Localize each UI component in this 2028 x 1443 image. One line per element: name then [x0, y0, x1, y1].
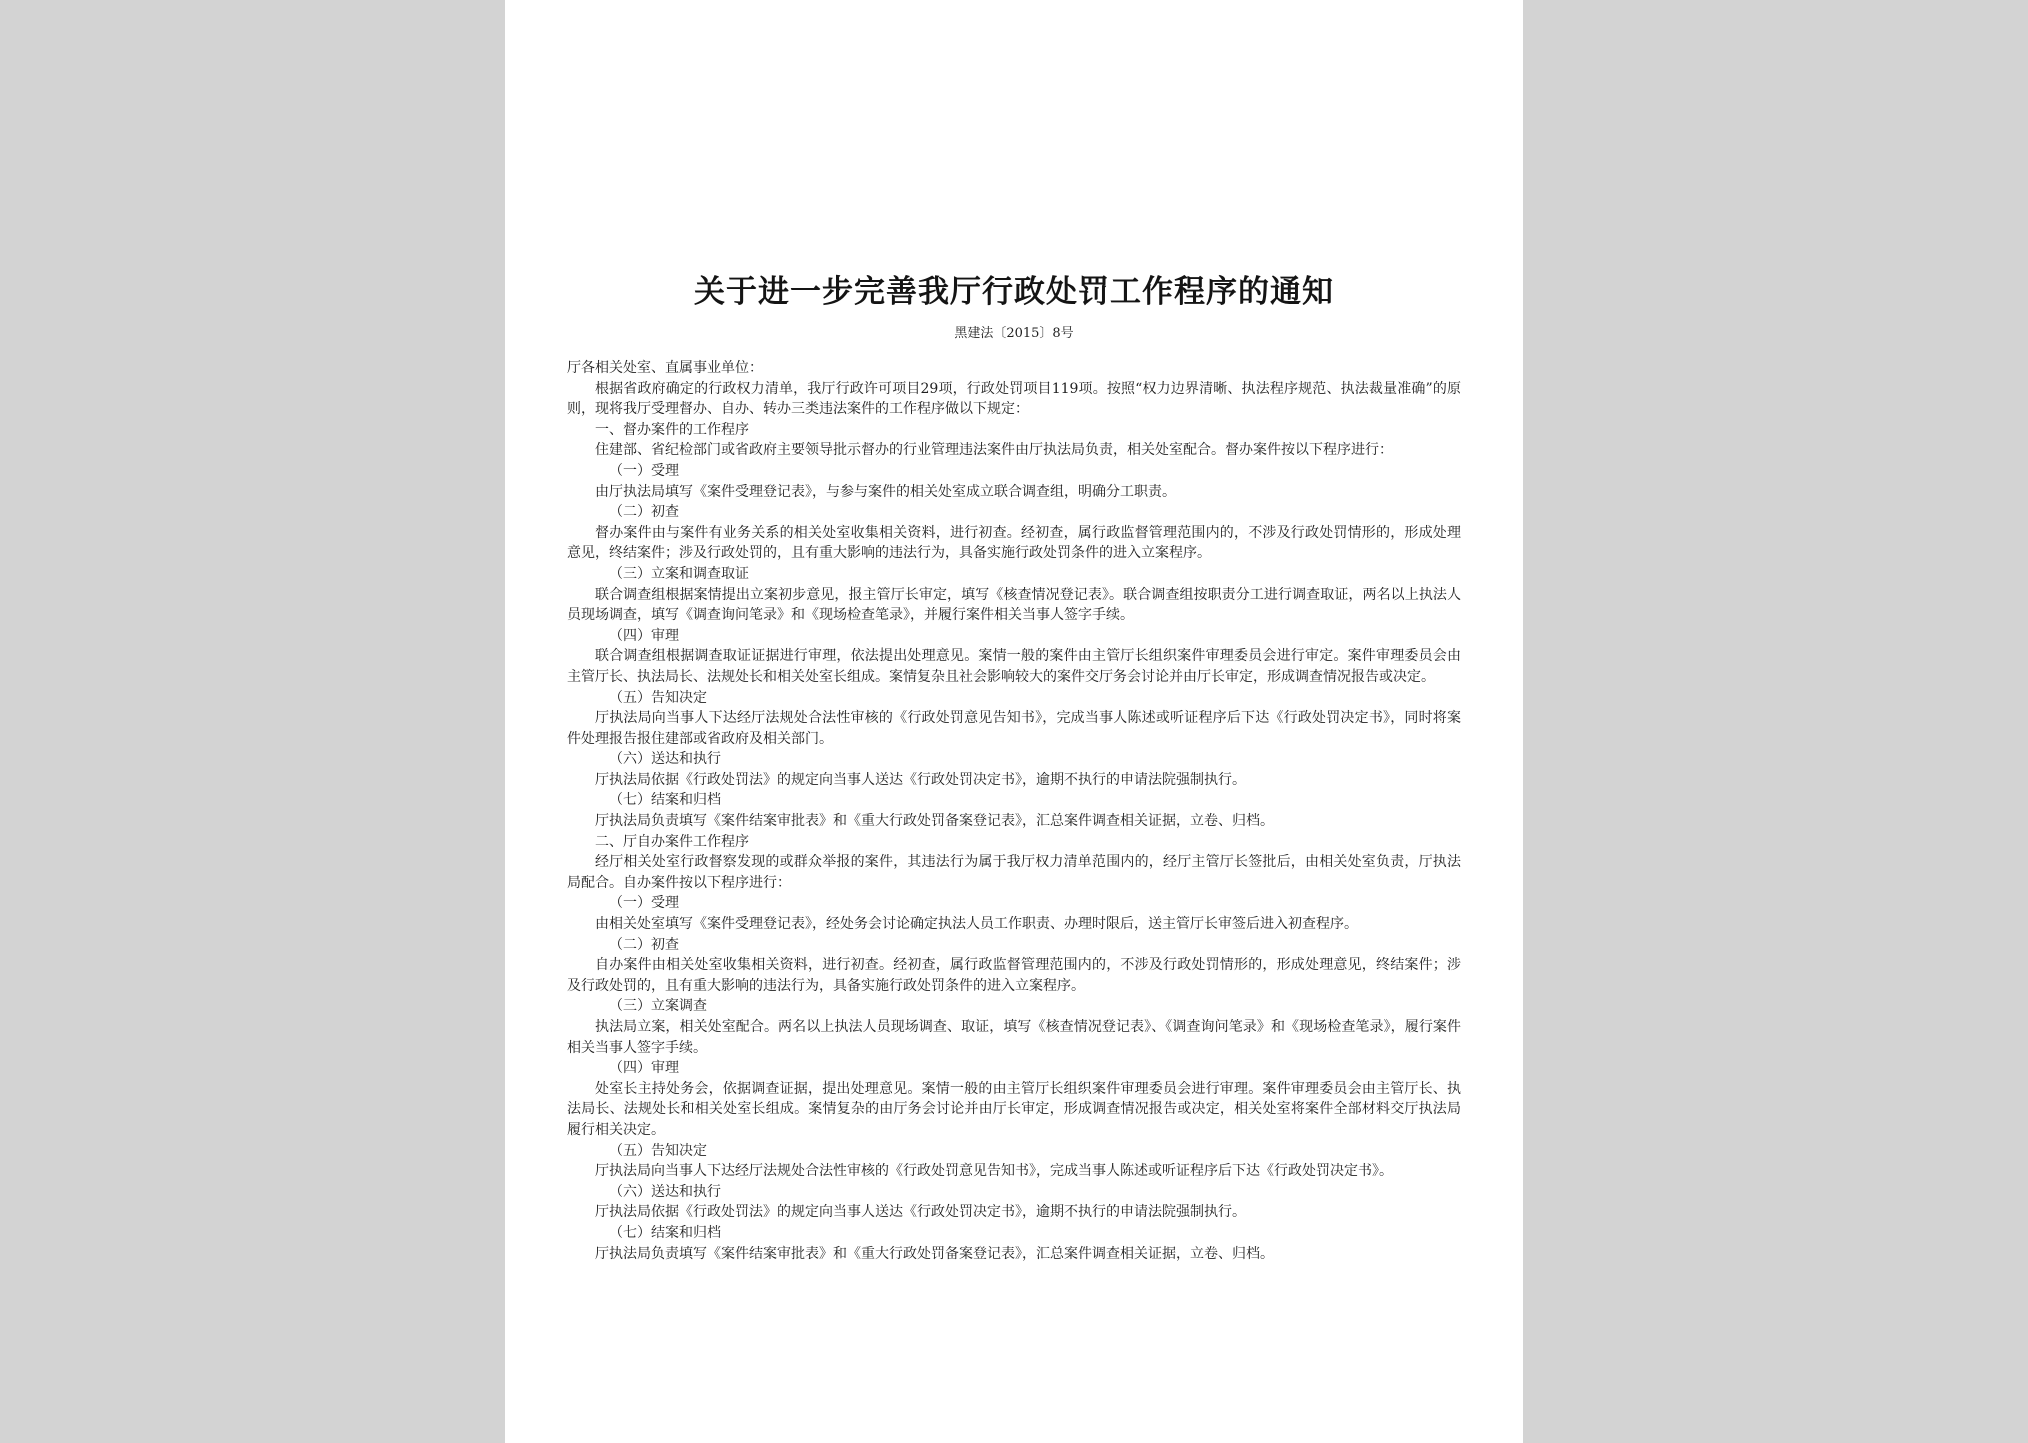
step-heading: （七）结案和归档 [609, 792, 721, 809]
step-heading: （一）受理 [609, 462, 679, 479]
step-text: 执法局立案，相关处室配合。两名以上执法人员现场调查、取证，填写《核查情况登记表》、《调查询问笔录》和《现场检查笔录》，履行案件相关当事人签字手续。 [567, 1019, 1461, 1056]
step-text: 厅执法局依据《行政处罚法》的规定向当事人送达《行政处罚决定书》，逾期不执行的申请法院强制执行。 [595, 771, 1246, 788]
step-text: 厅执法局负责填写《案件结案审批表》和《重大行政处罚备案登记表》，汇总案件调查相关证据，立卷、归档。 [595, 813, 1274, 830]
intro-paragraph: 根据省政府确定的行政权力清单，我厅行政许可项目29项，行政处罚项目119项。按照“权力边界清晰、执法程序规范、执法裁量准确”的原则，现将我厅受理督办、自办、转办三类违法案件的工作程序做以下规定： [567, 380, 1461, 418]
step-text: 联合调查组根据案情提出立案初步意见，报主管厅长审定，填写《核查情况登记表》。联合调查组按职责分工进行调查取证，两名以上执法人员现场调查，填写《调查询问笔录》和《现场检查笔录》，并履行案件相关当事人签字手续。 [567, 586, 1461, 624]
step-heading: （五）告知决定 [609, 689, 707, 706]
step-text: 由厅执法局填写《案件受理登记表》，与参与案件的相关处室成立联合调查组，明确分工职责。 [595, 483, 1176, 500]
step-heading: （二）初查 [609, 504, 679, 521]
step-heading: （四）审理 [609, 1060, 679, 1077]
section-intro: 住建部、省纪检部门或省政府主要领导批示督办的行业管理违法案件由厅执法局负责，相关处室配合。督办案件按以下程序进行： [595, 442, 1393, 459]
step-heading: （二）初查 [609, 936, 679, 953]
salutation: 厅各相关处室、直属事业单位： [567, 360, 763, 376]
document-page [505, 0, 1523, 1443]
step-heading: （六）送达和执行 [609, 1183, 721, 1200]
step-text: 厅执法局依据《行政处罚法》的规定向当事人送达《行政处罚决定书》，逾期不执行的申请法院强制执行。 [595, 1204, 1246, 1221]
step-heading: （六）送达和执行 [609, 751, 721, 768]
document-body [567, 262, 1461, 1264]
step-text: 由相关处室填写《案件受理登记表》，经处务会讨论确定执法人员工作职责、办理时限后，送主管厅长审签后进入初查程序。 [595, 916, 1358, 933]
step-text: 厅执法局负责填写《案件结案审批表》和《重大行政处罚备案登记表》，汇总案件调查相关证据，立卷、归档。 [595, 1245, 1274, 1262]
step-heading: （三）立案和调查取证 [609, 565, 749, 582]
step-heading: （七）结案和归档 [609, 1224, 721, 1241]
step-heading: （五）告知决定 [609, 1142, 707, 1159]
step-heading: （三）立案调查 [609, 998, 707, 1015]
step-text: 督办案件由与案件有业务关系的相关处室收集相关资料，进行初查。经初查，属行政监督管理范围内的，不涉及行政处罚情形的，形成处理意见，终结案件；涉及行政处罚的，且有重大影响的违法行为，具备实施行政处罚条件的进入立案程序。 [567, 524, 1461, 562]
step-text: 厅执法局向当事人下达经厅法规处合法性审核的《行政处罚意见告知书》，完成当事人陈述或听证程序后下达《行政处罚决定书》，同时将案件处理报告报住建部或省政府及相关部门。 [567, 710, 1461, 747]
section-intro: 经厅相关处室行政督察发现的或群众举报的案件，其违法行为属于我厅权力清单范围内的，经厅主管厅长签批后，由相关处室负责，厅执法局配合。自办案件按以下程序进行： [567, 854, 1461, 891]
step-heading: （四）审理 [609, 627, 679, 644]
step-text: 自办案件由相关处室收集相关资料，进行初查。经初查，属行政监督管理范围内的，不涉及行政处罚情形的，形成处理意见，终结案件；涉及行政处罚的，且有重大影响的违法行为，具备实施行政处罚条件的进入立案程序。 [567, 957, 1461, 994]
step-heading: （一）受理 [609, 895, 679, 912]
document-number: 黑建法〔2015〕8号 [954, 326, 1074, 341]
document-title: 关于进一步完善我厅行政处罚工作程序的通知 [694, 274, 1334, 310]
step-text: 厅执法局向当事人下达经厅法规处合法性审核的《行政处罚意见告知书》，完成当事人陈述或听证程序后下达《行政处罚决定书》。 [595, 1163, 1393, 1180]
step-text: 联合调查组根据调查取证证据进行审理，依法提出处理意见。案情一般的案件由主管厅长组织案件审理委员会进行审定。案件审理委员会由主管厅长、执法局长、法规处长和相关处室长组成。案情复杂且社会影响较大的案件交厅务会讨论并由厅长审定，形成调查情况报告或决定。 [567, 648, 1461, 685]
section-heading: 二、厅自办案件工作程序 [595, 833, 749, 850]
step-text: 处室长主持处务会，依据调查证据，提出处理意见。案情一般的由主管厅长组织案件审理委员会进行审理。案件审理委员会由主管厅长、执法局长、法规处长和相关处室长组成。案情复杂的由厅务会讨论并由厅长审定，形成调查情况报告或决定，相关处室将案件全部材料交厅执法局履行相关决定。 [567, 1080, 1461, 1138]
section-heading: 一、督办案件的工作程序 [595, 421, 749, 438]
